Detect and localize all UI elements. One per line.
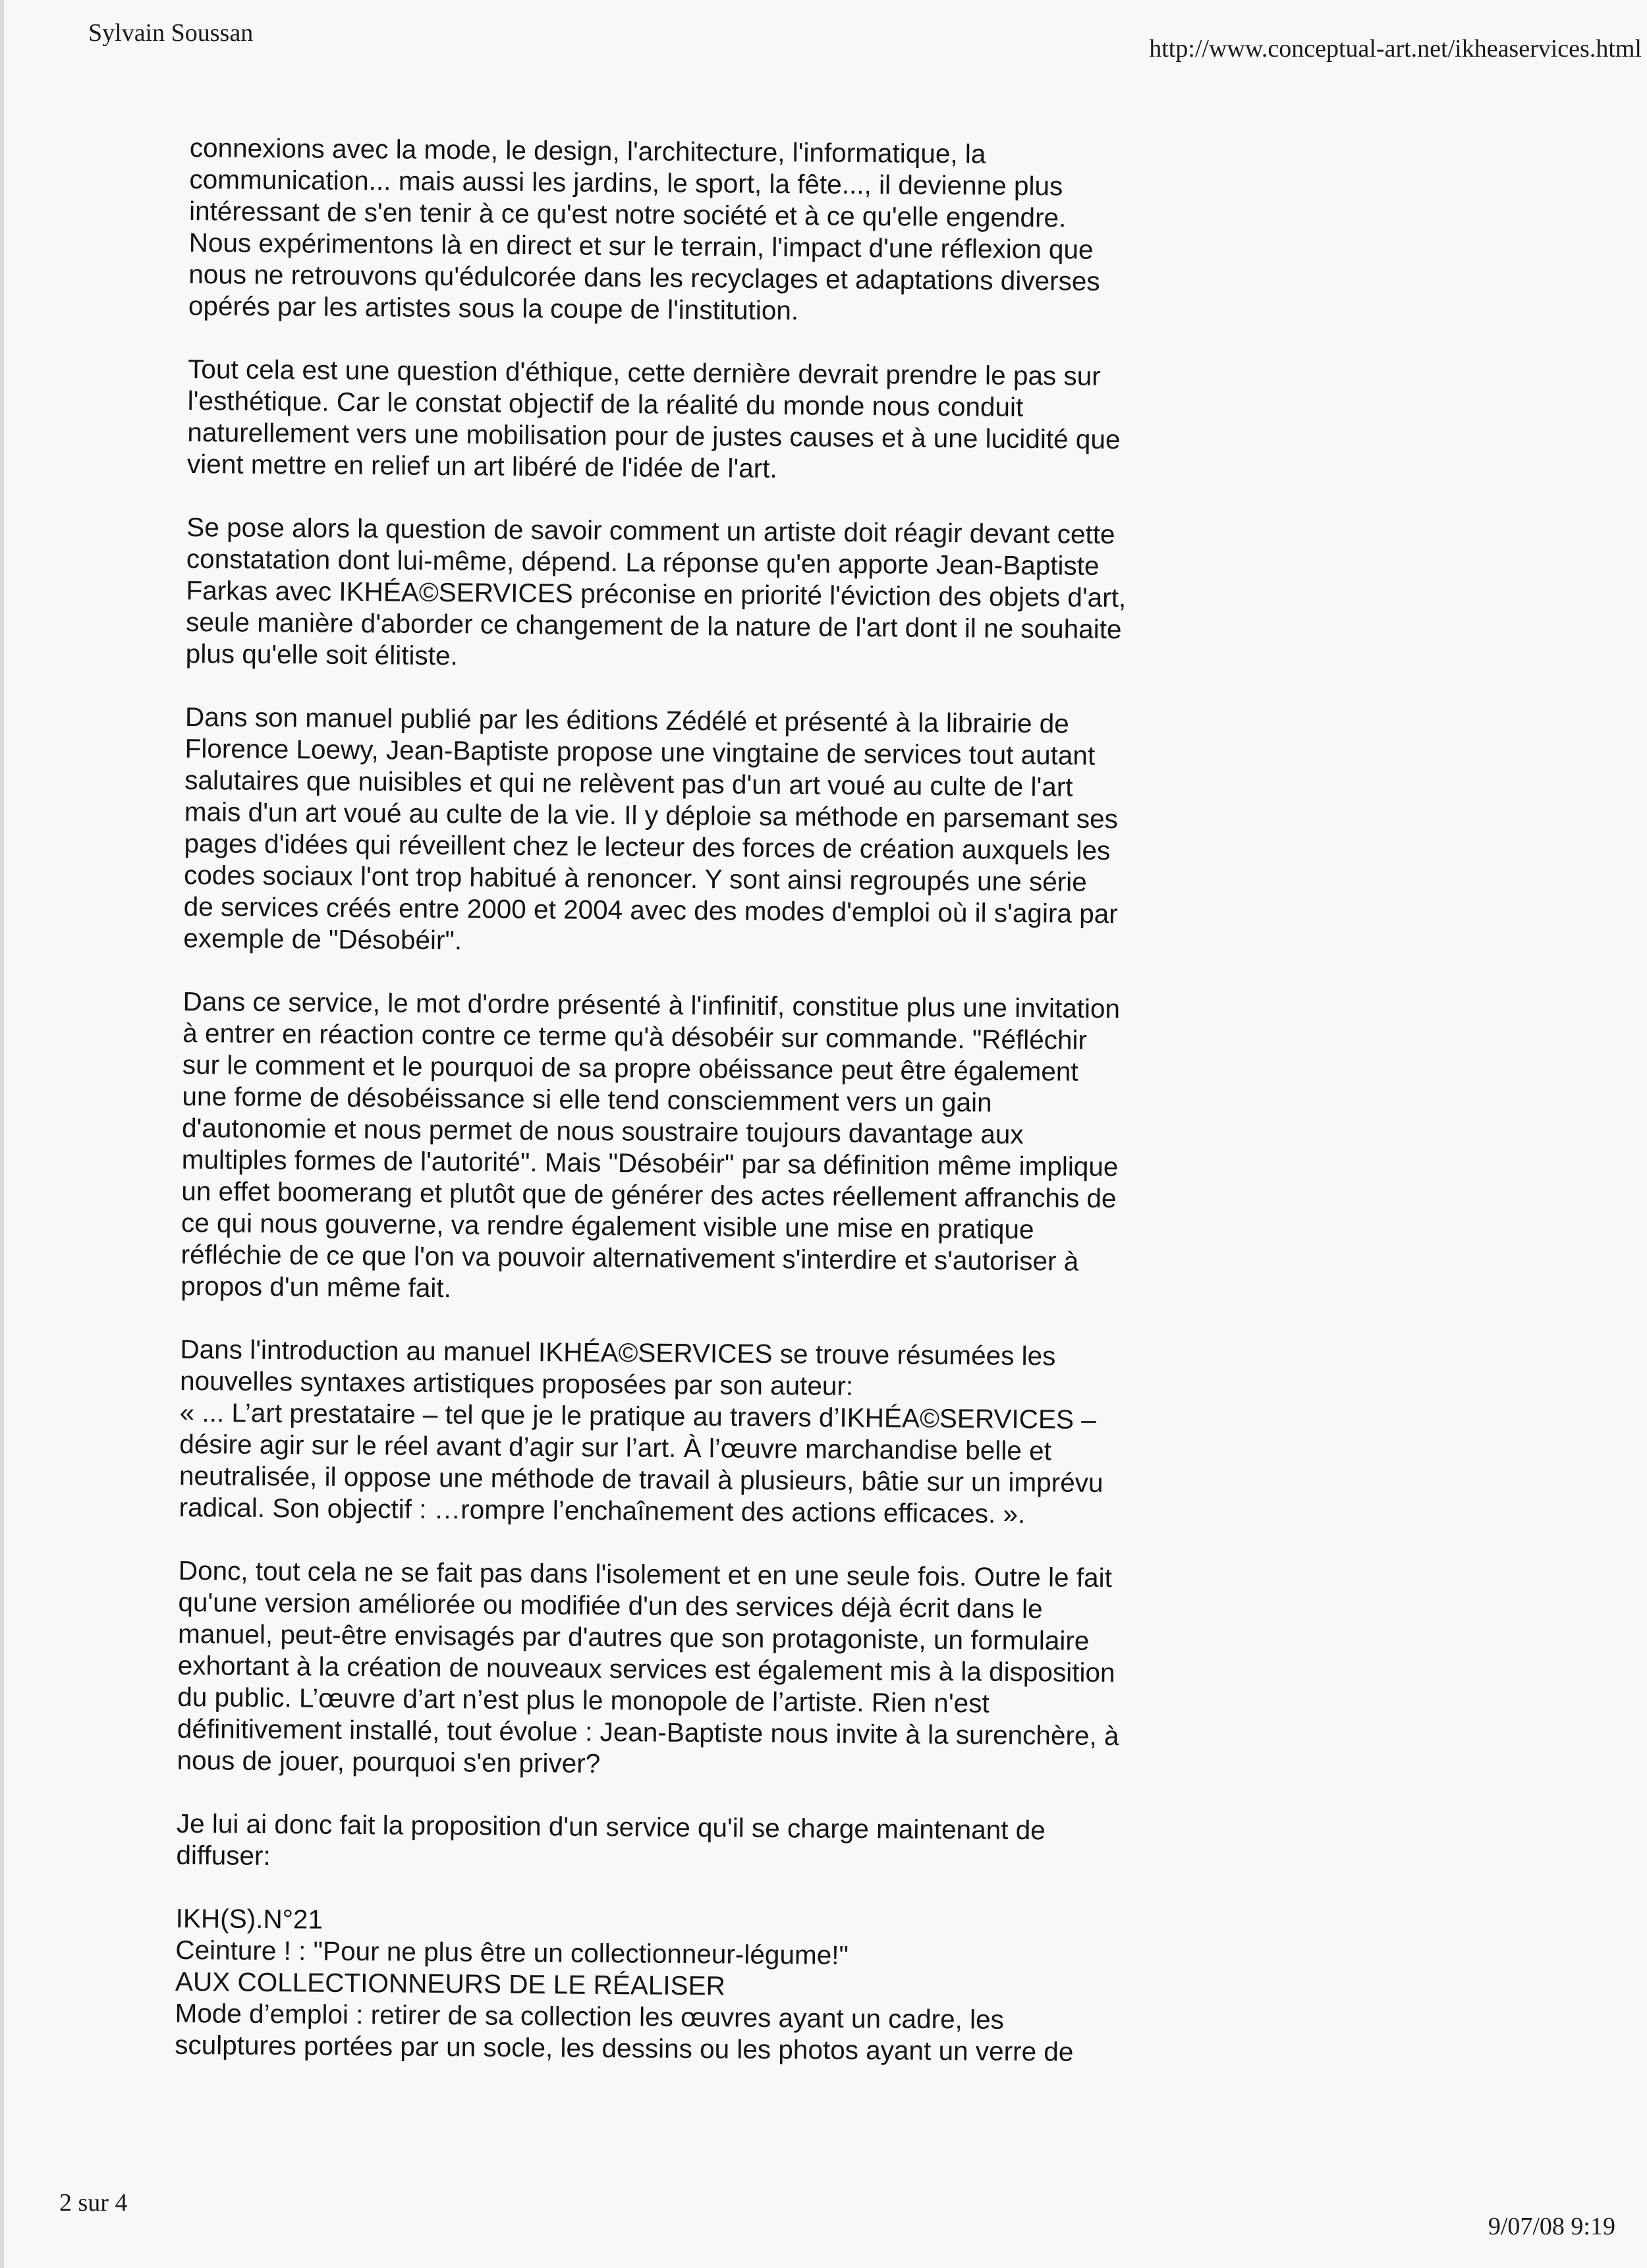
text-line: exemple de "Désobéir". — [183, 922, 462, 956]
paragraph — [188, 132, 1297, 330]
paragraph — [177, 1555, 1285, 1784]
footer-datetime: 9/07/08 9:19 — [1488, 2213, 1615, 2240]
text-line: Farkas avec IKHÉA©SERVICES préconise en priorité l'éviction des objets d'art, — [186, 574, 1127, 613]
text-line: propos d'un même fait. — [181, 1270, 452, 1304]
text-line: à entrer en réaction contre ce terme qu'à désobéir sur commande. "Réfléchir — [182, 1017, 1088, 1055]
header-author: Sylvain Soussan — [88, 19, 254, 47]
text-line: définitivement installé, tout évolue : Jean-Baptiste nous invite à la surenchère, à — [177, 1713, 1119, 1752]
text-line: ce qui nous gouverne, va rendre également visible une mise en pratique — [181, 1207, 1034, 1245]
text-line: Je lui ai donc fait la proposition d'un service qu'il se charge maintenant de — [176, 1808, 1046, 1846]
text-line: Se pose alors la question de savoir comment un artiste doit réagir devant cette — [186, 511, 1115, 550]
text-line: sculptures portées par un socle, les dessins ou les photos ayant un verre de — [175, 2029, 1074, 2067]
text-line: « ... L’art prestataire – tel que je le pratique au travers d’IKHÉA©SERVICES – — [179, 1397, 1096, 1435]
footer-page-number: 2 sur 4 — [59, 2189, 128, 2217]
text-line: sur le comment et le pourquoi de sa propre obéissance peut être également — [182, 1049, 1078, 1087]
text-line: multiples formes de l'autorité". Mais "Désobéir" par sa définition même implique — [181, 1144, 1119, 1182]
text-line: pages d'idées qui réveillent chez le lecteur des forces de création auxquels les — [184, 827, 1111, 866]
text-line: vient mettre en relief un art libéré de l'idée de l'art. — [186, 448, 777, 484]
paragraph — [183, 701, 1292, 962]
text-line: Mode d’emploi : retirer de sa collection les œuvres ayant un cadre, les — [175, 1997, 1005, 2035]
text-line: Nous expérimentons là en direct et sur le terrain, l'impact d'une réflexion que — [188, 227, 1094, 265]
text-line: constatation dont lui-même, dépend. La réponse qu'en apporte Jean-Baptiste — [186, 543, 1100, 581]
paragraph — [181, 985, 1290, 1310]
text-line: nous ne retrouvons qu'édulcorée dans les recyclages et adaptations diverses — [188, 258, 1100, 296]
text-line: intéressant de s'en tenir à ce qu'est notre société et à ce qu'elle engendre. — [188, 195, 1067, 233]
text-line: un effet boomerang et plutôt que de générer des actes réellement affranchis de — [181, 1175, 1117, 1214]
paragraph — [176, 1808, 1283, 1879]
text-line: naturellement vers une mobilisation pour de justes causes et à une lucidité que — [187, 416, 1121, 455]
text-line: nouvelles syntaxes artistiques proposées par son auteur: — [179, 1365, 854, 1401]
text-line: plus qu'elle soit élitiste. — [185, 638, 458, 671]
text-line: Dans l'introduction au manuel IKHÉA©SERVICES se trouve résumées les — [180, 1333, 1056, 1371]
text-line: mais d'un art voué au culte de la vie. Il y déploie sa méthode en parsemant ses — [184, 796, 1119, 835]
text-line: neutralisée, il oppose une méthode de travail à plusieurs, bâtie sur un imprévu — [179, 1460, 1103, 1498]
text-line: exhortant à la création de nouveaux services est également mis à la disposition — [177, 1649, 1115, 1688]
text-line: Dans son manuel publié par les éditions Zédélé et présenté à la librairie de — [184, 701, 1069, 739]
text-line: diffuser: — [176, 1839, 271, 1871]
text-line: réfléchie de ce que l'on va pouvoir alternativement s'interdire et s'autoriser à — [181, 1238, 1079, 1277]
paragraph — [187, 353, 1295, 488]
text-line: connexions avec la mode, le design, l'architecture, l'informatique, la — [189, 132, 986, 169]
text-line: du public. L’œuvre d’art n’est plus le monopole de l’artiste. Rien n'est — [177, 1681, 990, 1719]
text-line: l'esthétique. Car le constat objectif de la réalité du monde nous conduit — [187, 385, 1024, 422]
text-line: IKH(S).N°21 — [175, 1902, 323, 1935]
text-line: Ceinture ! : "Pour ne plus être un collectionneur-légume!" — [175, 1934, 849, 1970]
text-line: une forme de désobéissance si elle tend consciemment vers un gain — [182, 1080, 992, 1118]
text-line: Donc, tout cela ne se fait pas dans l'isolement et en une seule fois. Outre le fait — [178, 1555, 1113, 1593]
paragraph — [186, 511, 1294, 678]
paragraph — [175, 1902, 1283, 2069]
text-line: Florence Loewy, Jean-Baptiste propose une vingtaine de services tout autant — [184, 733, 1096, 771]
text-line: manuel, peut-être envisagés par d'autres que son protagoniste, un formulaire — [177, 1618, 1090, 1656]
text-line: opérés par les artistes sous la coupe de l'institution. — [188, 290, 799, 326]
text-line: radical. Son objectif : …rompre l’enchaînement des actions efficaces. ». — [179, 1491, 1026, 1530]
text-line: désire agir sur le réel avant d’agir sur l’art. À l’œuvre marchandise belle et — [179, 1428, 1052, 1466]
text-line: seule manière d'aborder ce changement de la nature de l'art dont il ne souhaite — [185, 606, 1122, 645]
text-line: AUX COLLECTIONNEURS DE LE RÉALISER — [175, 1966, 726, 2001]
text-line: Dans ce service, le mot d'ordre présenté à l'infinitif, constitue plus une invitation — [182, 985, 1121, 1024]
text-line: Tout cela est une question d'éthique, cette dernière devrait prendre le pas sur — [187, 353, 1101, 391]
text-line: salutaires que nuisibles et qui ne relèvent pas d'un art voué au culte de l'art — [184, 764, 1073, 802]
text-line: communication... mais aussi les jardins, le sport, la fête..., il devienne plus — [189, 163, 1063, 202]
header-url: http://www.conceptual-art.net/ikheaservices.html — [1149, 35, 1642, 63]
text-line: codes sociaux l'ont trop habitué à renoncer. Y sont ainsi regroupés une série — [183, 859, 1087, 897]
article-body — [175, 132, 1297, 2101]
text-line: nous de jouer, pourquoi s'en priver? — [177, 1744, 601, 1779]
text-line: d'autonomie et nous permet de nous soustraire toujours davantage aux — [181, 1112, 1024, 1149]
text-line: qu'une version améliorée ou modifiée d'un des services déjà écrit dans le — [178, 1586, 1043, 1624]
paragraph — [179, 1333, 1287, 1532]
text-line: de services créés entre 2000 et 2004 avec des modes d'emploi où il s'agira par — [183, 891, 1118, 929]
